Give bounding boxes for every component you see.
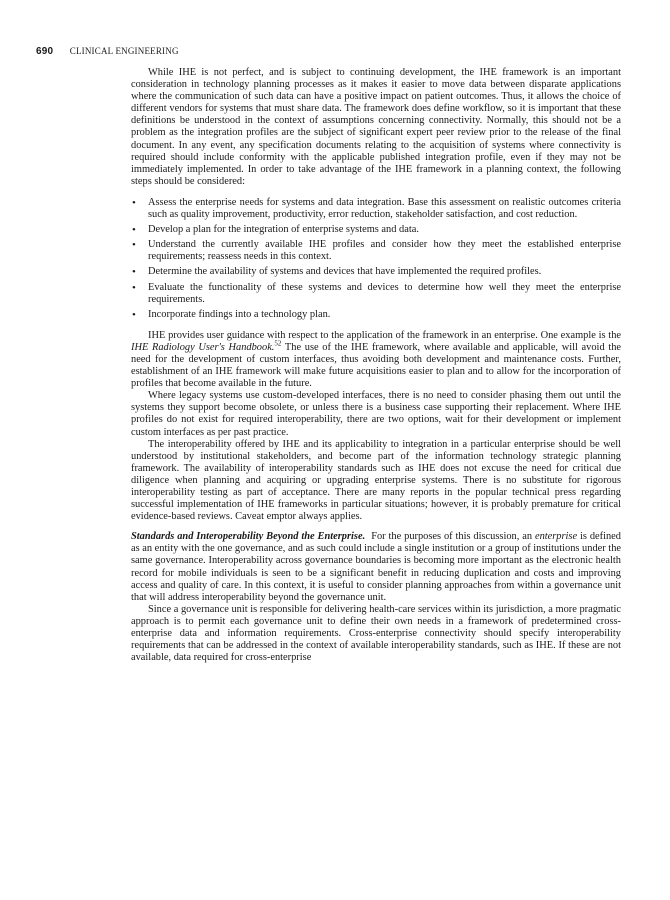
guidance-text-after: The use of the IHE framework, where available and applicable, will avoid the need for the development of custom interfaces, thus avoiding both development and maintenance costs. Further, establishment of an IHE framework will make future acquisitions easier to plan and to allow for the incorporation of profiles that become available in the future. <box>131 341 622 390</box>
section-body: is defined as an entity with the one governance, and as such could include a single institution or a group of institutions under the same governance. Interoperability across governance boundaries is becoming more important as the electronic health record for mobile individuals is seen to be a significant benefit in reducing duplication and costs and improving access and quality of care. In this context, it is useful to consider planning approaches from within a governance unit that will address interoperability beyond the governance unit. <box>131 531 621 603</box>
guidance-text-before: IHE provides user guidance with respect to the application of the framework in an enterprise. One example is the <box>148 329 621 341</box>
legacy-paragraph: Where legacy systems use custom-developed interfaces, there is no need to consider phasing them out until the systems they support become obsolete, or unless there is a business case supporting their replacement. Where IHE profiles do not exist for required interoperability, there are two options, wait for their development or implement custom interfaces as per past practice. <box>131 390 621 438</box>
list-item: • Assess the enterprise needs for systems and data integration. Base this assessment on realistic outcomes criteria such as quality improvement, productivity, error reduction, stakeholder satisfaction, and cost reduction. <box>131 197 621 221</box>
list-item: • Evaluate the functionality of these systems and devices to determine how well they meet the enterprise requirements. <box>131 282 621 306</box>
intro-paragraph: While IHE is not perfect, and is subject to continuing development, the IHE framework is an important consideration in technology planning processes as it makes it easier to move data between disparate applications where the communication of such data can have a positive impact on patient outcomes. Thus, it allows the choice of different vendors for systems that must share data. The framework does define workflow, so it is important that these definitions be understood in the context of assumptions concerning connectivity. Normally, this should not be a problem as the integration profiles are the subject of significant expert peer review prior to the release of the final document. In any event, any specification documents relating to the acquisition of systems where connectivity is required should include conformity with the applicable published integration profile, even if they may not be immediately implemented. In order to take advantage of the IHE framework in a planning context, the following steps should be considered: <box>131 67 621 187</box>
list-item: • Determine the availability of systems and devices that have implemented the required profiles. <box>131 266 621 278</box>
running-header <box>36 46 179 57</box>
page-number: 690 <box>36 46 54 57</box>
footnote-ref[interactable]: 52 <box>274 339 282 348</box>
list-item: • Incorporate findings into a technology plan. <box>131 309 621 321</box>
body-text <box>131 67 621 664</box>
enterprise-term: enterprise <box>534 531 578 543</box>
final-paragraph: Since a governance unit is responsible for delivering health-care services within its jurisdiction, a more pragmatic approach is to permit each governance unit to define their own needs in a framework of predetermined cross-enterprise data and information requirements. Cross-enterprise connectivity should specify interoperability requirements that can be addressed in the context of available interoperability standards, such as IHE. If these are not available, data required for cross-enterprise <box>131 603 621 664</box>
section-title: Standards and Interoperability Beyond the Enterprise. <box>131 531 366 543</box>
section-paragraph <box>131 531 621 604</box>
guidance-paragraph <box>131 330 621 390</box>
list-item: • Understand the currently available IHE profiles and consider how they meet the established enterprise requirements; reassess needs in this context. <box>131 239 621 263</box>
steps-list <box>131 197 621 321</box>
running-title: CLINICAL ENGINEERING <box>69 46 179 56</box>
interoperability-paragraph: The interoperability offered by IHE and its applicability to integration in a particular enterprise should be well understood by institutional stakeholders, and become part of the information technology strategic planning framework. The availability of interoperability standards such as IHE does not excuse the need for critical due diligence when planning and acquiring or upgrading enterprise systems. There is no substitute for rigorous interoperability testing as part of acceptance. There are many reports in the popular technical press regarding successful implementation of IHE frameworks in particular situations; however, it is probably premature for critical evidence-based reviews. Caveat emptor always applies. <box>131 438 621 523</box>
handbook-title: IHE Radiology User's Handbook. <box>131 341 275 353</box>
section-lead: For the purposes of this discussion, an <box>371 531 535 543</box>
list-item: • Develop a plan for the integration of enterprise systems and data. <box>131 224 621 236</box>
